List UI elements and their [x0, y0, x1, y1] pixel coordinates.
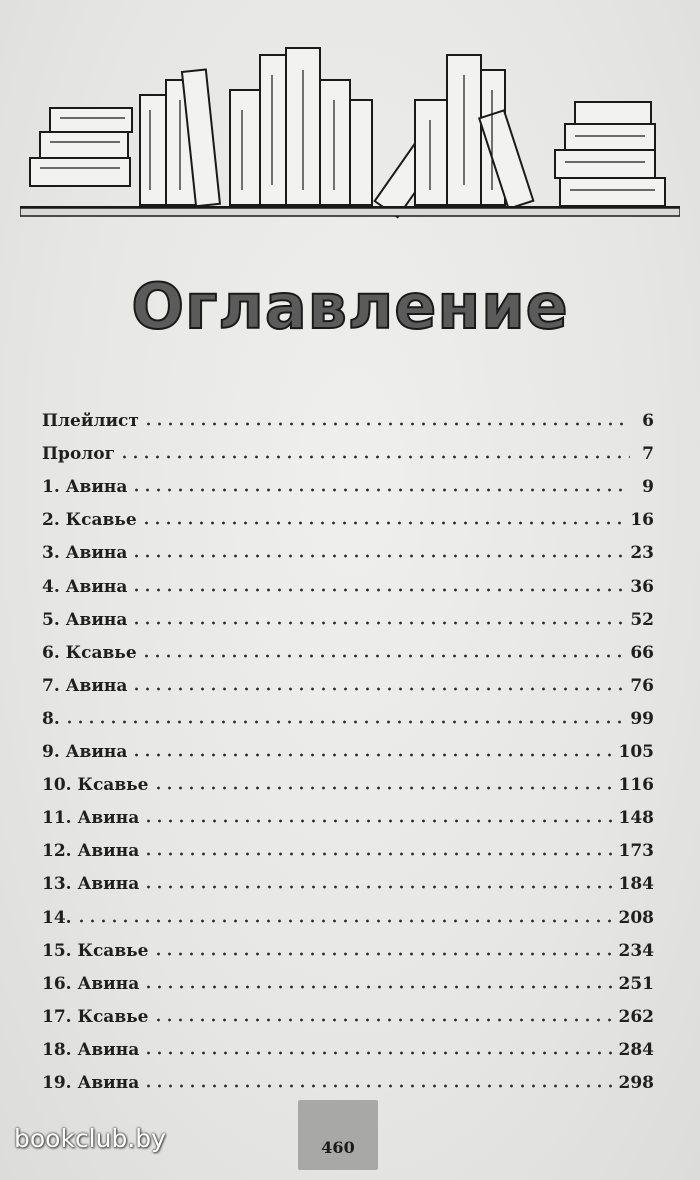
toc-entry — [42, 729, 654, 762]
toc-entry-title: 7. Авина — [42, 675, 128, 696]
toc-entry-title: 1. Авина — [42, 477, 128, 498]
dot-leader — [131, 487, 630, 493]
toc-entry — [42, 894, 654, 927]
toc-entry-title: 13. Авина — [42, 874, 140, 895]
toc-entry — [42, 630, 654, 663]
bookshelf-illustration — [20, 40, 680, 220]
dot-leader — [131, 686, 626, 692]
toc-entry — [42, 663, 654, 696]
toc-entry — [42, 597, 654, 630]
toc-entry-title: 5. Авина — [42, 609, 128, 630]
toc-entry-page: 298 — [618, 1072, 654, 1093]
toc-entry-page: 7 — [642, 444, 654, 465]
dot-leader — [153, 1017, 615, 1023]
toc-entry-title: 6. Ксавье — [42, 642, 137, 663]
dot-leader — [131, 752, 614, 758]
toc-entry — [42, 961, 654, 994]
toc-entry-title: Пролог — [42, 444, 116, 465]
toc-entry-title: 19. Авина — [42, 1072, 140, 1093]
toc-entry-page: 251 — [618, 973, 654, 994]
toc-entry-page: 76 — [630, 675, 654, 696]
toc-entry — [42, 994, 654, 1027]
dot-leader — [143, 1050, 614, 1056]
page-number: 460 — [321, 1138, 355, 1157]
toc-entry-title: 16. Авина — [42, 973, 140, 994]
toc-entry-title: 15. Ксавье — [42, 940, 149, 961]
dot-leader — [119, 454, 630, 460]
dot-leader — [143, 1083, 614, 1089]
dot-leader — [76, 918, 615, 924]
toc-entry — [42, 762, 654, 795]
toc-entry-page: 105 — [618, 742, 654, 763]
toc-entry-page: 148 — [618, 808, 654, 829]
toc-entry-title: 9. Авина — [42, 742, 128, 763]
toc-entry-title: 14. — [42, 907, 72, 928]
toc-entry — [42, 530, 654, 563]
toc-entry-page: 66 — [630, 642, 654, 663]
site-watermark: bookclub.by — [14, 1124, 166, 1153]
toc-entry-title: Плейлист — [42, 411, 139, 432]
dot-leader — [153, 785, 615, 791]
dot-leader — [131, 620, 626, 626]
page-title: Оглавление — [131, 270, 569, 343]
toc-entry — [42, 398, 654, 431]
toc-entry-page: 208 — [618, 907, 654, 928]
toc-entry — [42, 1027, 654, 1060]
toc-entry — [42, 928, 654, 961]
toc-entry-page: 9 — [642, 477, 654, 498]
toc-entry-title: 4. Авина — [42, 576, 128, 597]
dot-leader — [64, 719, 627, 725]
table-of-contents — [42, 398, 654, 1093]
toc-entry-page: 16 — [630, 510, 654, 531]
toc-entry-page: 6 — [642, 411, 654, 432]
toc-entry-page: 36 — [630, 576, 654, 597]
page-number-tab — [298, 1100, 378, 1170]
toc-entry — [42, 563, 654, 596]
toc-entry — [42, 1060, 654, 1093]
toc-entry-page: 99 — [630, 708, 654, 729]
toc-entry — [42, 795, 654, 828]
toc-entry-title: 2. Ксавье — [42, 510, 137, 531]
toc-entry-page: 116 — [618, 775, 654, 796]
dot-leader — [131, 587, 626, 593]
dot-leader — [143, 884, 614, 890]
toc-entry-page: 23 — [630, 543, 654, 564]
dot-leader — [143, 984, 614, 990]
toc-entry-title: 11. Авина — [42, 808, 140, 829]
dot-leader — [143, 818, 614, 824]
toc-entry-title: 17. Ксавье — [42, 1006, 149, 1027]
toc-entry-title: 12. Авина — [42, 841, 140, 862]
dot-leader — [143, 851, 614, 857]
dot-leader — [141, 653, 627, 659]
toc-entry-page: 173 — [618, 841, 654, 862]
dot-leader — [143, 421, 630, 427]
dot-leader — [131, 553, 626, 559]
toc-entry-title: 8. — [42, 708, 60, 729]
toc-entry — [42, 696, 654, 729]
toc-entry-page: 52 — [630, 609, 654, 630]
toc-entry-title: 18. Авина — [42, 1039, 140, 1060]
dot-leader — [153, 951, 615, 957]
toc-entry-page: 234 — [618, 940, 654, 961]
toc-entry — [42, 828, 654, 861]
toc-entry — [42, 861, 654, 894]
toc-entry-page: 184 — [618, 874, 654, 895]
toc-entry-page: 284 — [618, 1039, 654, 1060]
toc-entry — [42, 464, 654, 497]
toc-entry-page: 262 — [618, 1006, 654, 1027]
toc-entry-title: 3. Авина — [42, 543, 128, 564]
toc-entry-title: 10. Ксавье — [42, 775, 149, 796]
toc-entry — [42, 431, 654, 464]
dot-leader — [141, 520, 627, 526]
toc-entry — [42, 497, 654, 530]
